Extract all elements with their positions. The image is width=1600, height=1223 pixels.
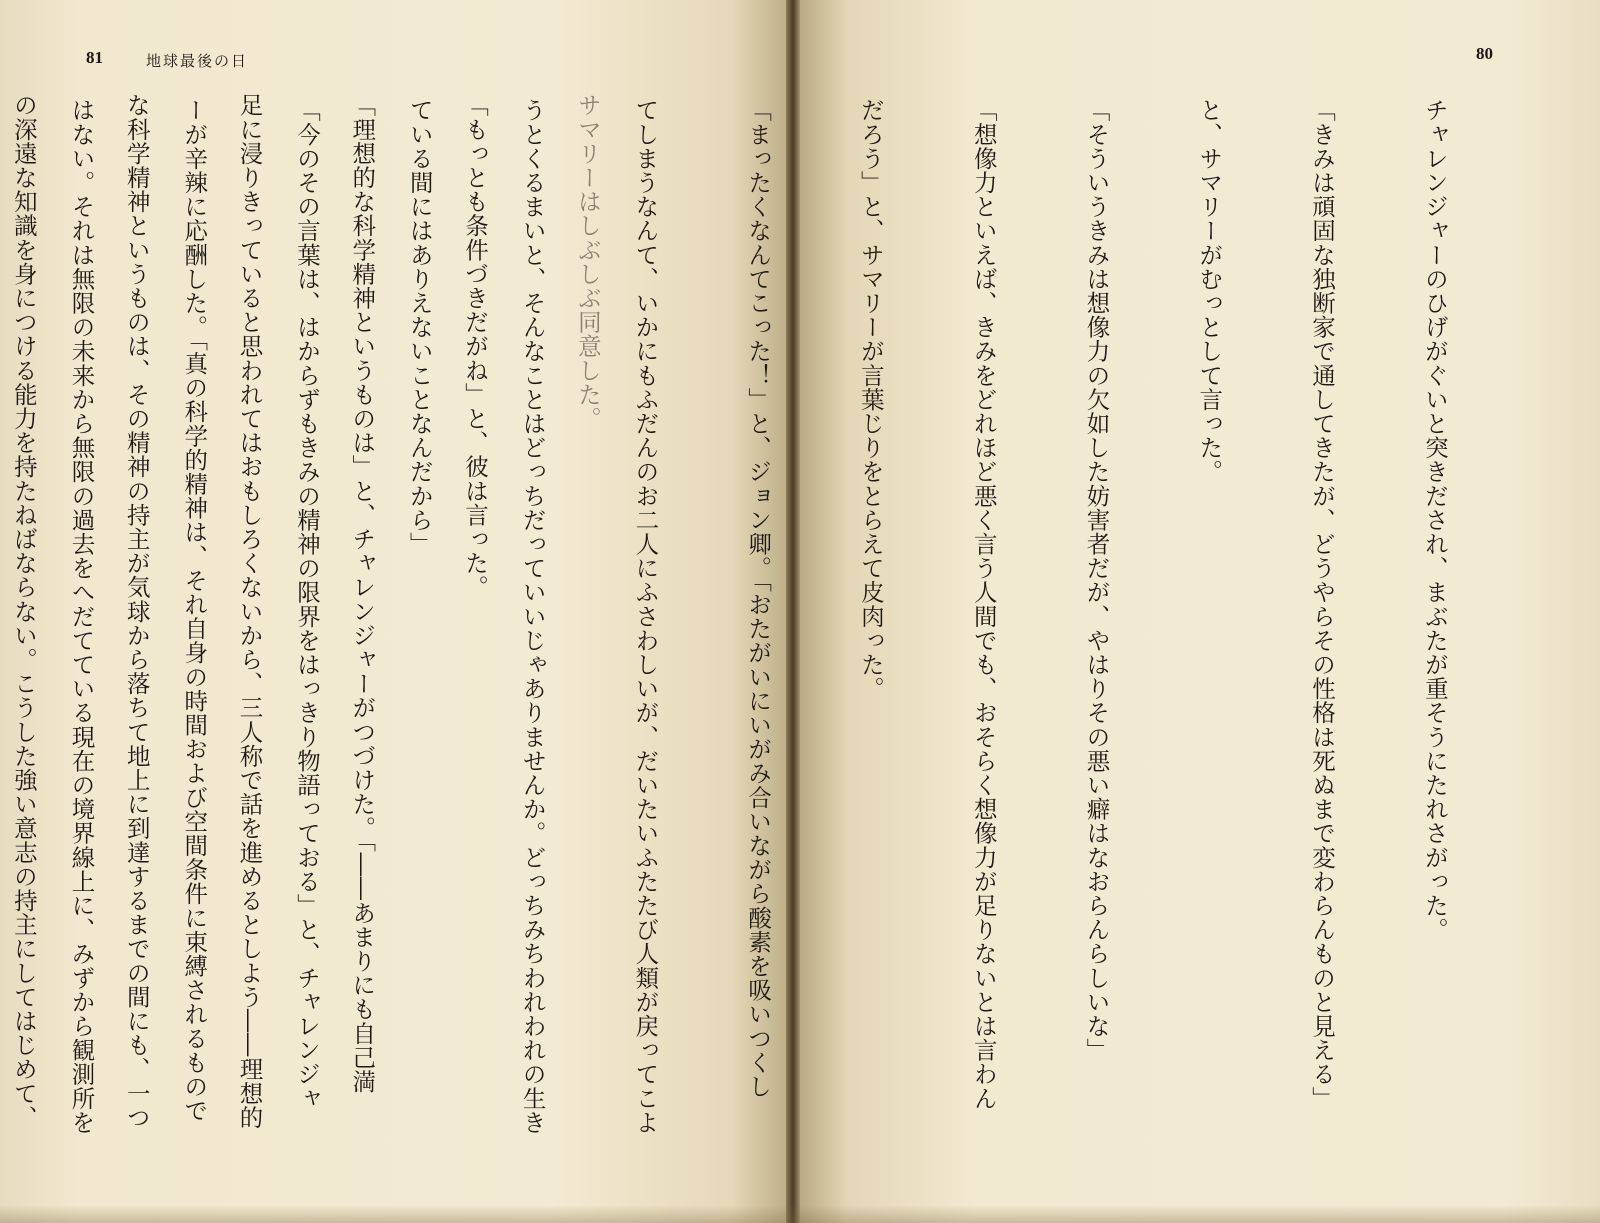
text-line: はない。それは無限の未来から無限の過去をへだてている現在の境界線上に、みずから観測所を [67,98,96,1135]
page-number-80: 80 [1476,44,1493,63]
text-line: てしまうなんて、いかにもふだんのお二人にふさわしいが、だいたいふたたび人類が戻ってこよ [631,98,660,1135]
text-line: チャレンジャーのひげがぐいと突きだされ、まぶたが重そうにたれさがった。 [1420,98,1449,942]
text-line: と、サマリーがむっとして言った。 [1195,98,1224,484]
text-line: うとくるまいと、そんなことはどっちだっていいじゃありませんか。どっちみちわれわれの生き [518,98,547,1135]
text-line: 「まったくなんてこった！」と、ジョン卿。「おたがいにいがみ合いながら酸素を吸いつくし [744,98,773,1099]
text-line: 「理想的な科学精神というものは」と、チャレンジャーがつづけた。「――あまりにも自己満 [348,93,377,1094]
text-line: 「そういうきみは想像力の欠如した妨害者だが、やはりその悪い癖はなおらんらしいな」 [1082,98,1111,1062]
text-line: サマリーはしぶしぶ同意した。 [573,93,602,431]
text-line: だろう」と、サマリーが言葉じりをとらえて皮肉った。 [856,98,885,701]
right-page-body [0,98,1528,1193]
text-line: ーが辛辣に応酬した。「真の科学的精神は、それ自身の時間および空間条件に束縛されるもので [180,98,209,1123]
text-line: な科学精神というものは、その精神の持主が気球から落ちて地上に到達するまでの間にも、一つ [122,93,151,1130]
text-line: 「今のその言葉は、はからずもきみの精神の限界をはっきり物語っておる」と、チャレンジャ [293,98,321,1111]
text-line: 「きみは頑固な独断家で通してきたが、どうやらその性格は死ぬまで変わらんものと見える」 [1308,98,1337,1111]
text-line: 足に浸りきっていると思われてはおもしろくないから、三人称で話を進めるとしよう――理想的 [235,93,264,1130]
running-head: 地球最後の日 [146,52,249,70]
page-number-81: 81 [86,48,103,67]
text-line: 「もっとも条件づきだがね」と、彼は言った。 [461,93,490,600]
text-line: ている間にはありえないことなんだから」 [405,98,434,556]
text-line: の深遠な知識を身につける能力を持たねばならない。こうした強い意志の持主にしてはじめて、 [9,93,38,1130]
text-line: 「想像力といえば、きみをどれほど悪く言う人間でも、おそらく想像力が足りないとは言わん [969,98,998,1111]
